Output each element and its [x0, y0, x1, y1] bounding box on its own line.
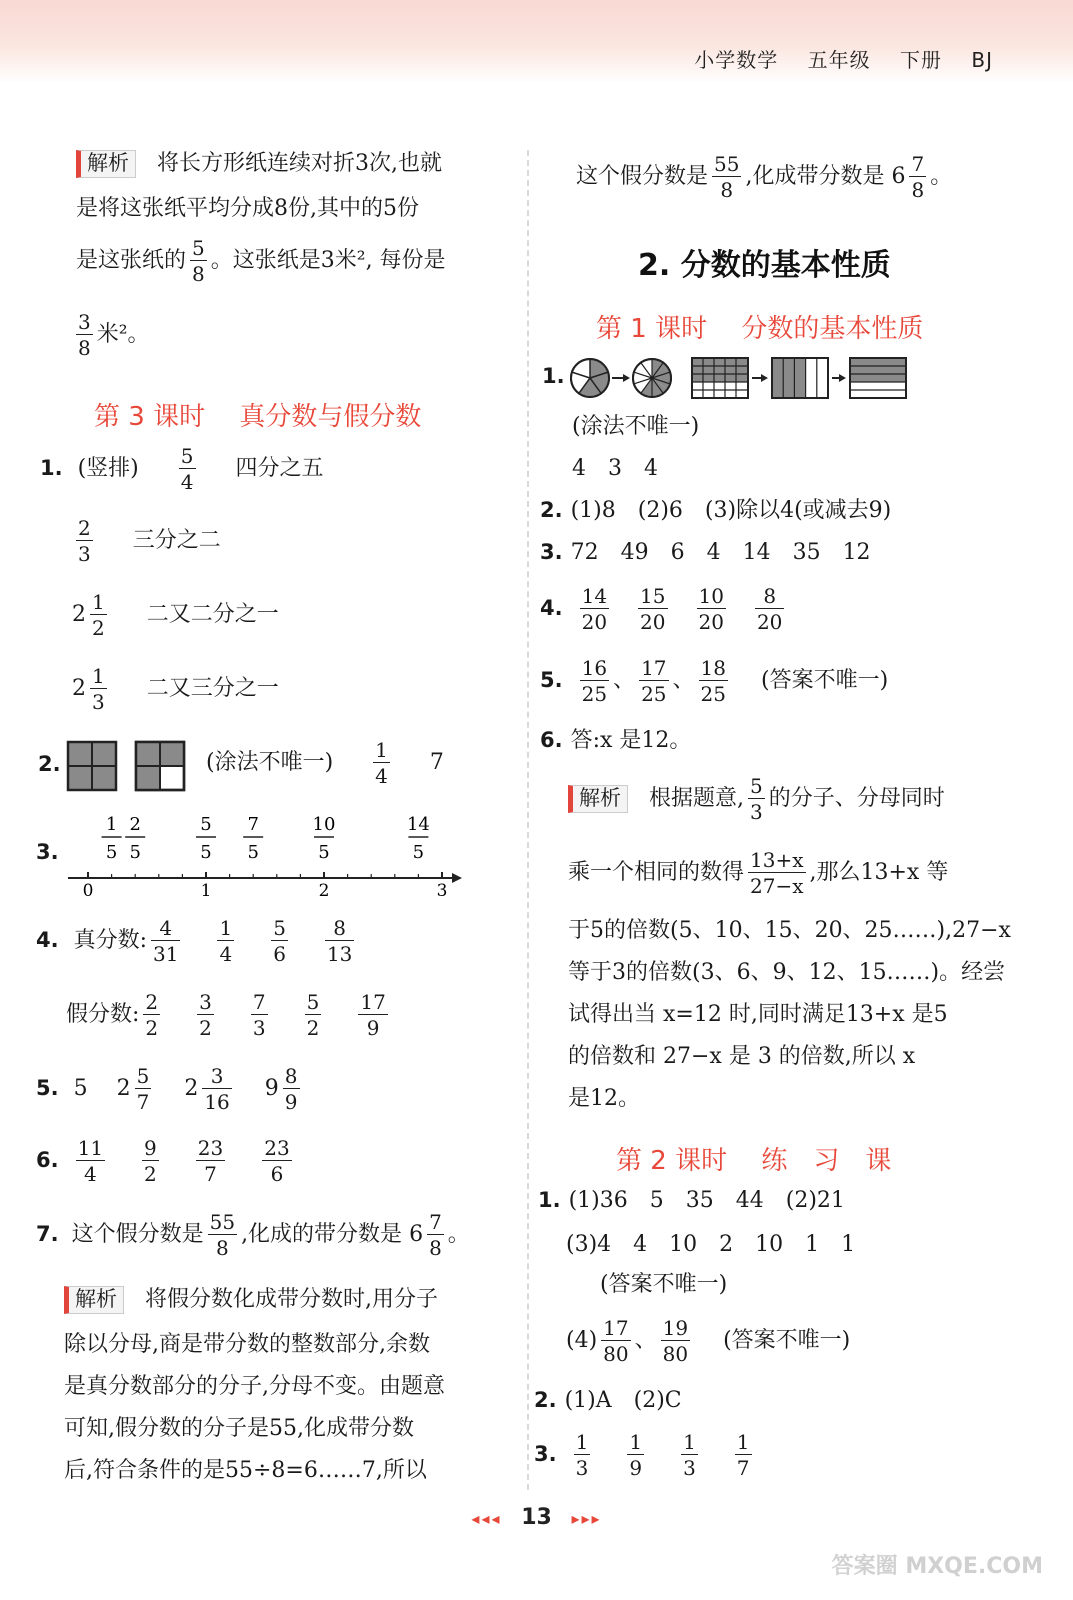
fraction: $\frac{1}{4}$	[375, 738, 388, 788]
fraction: $\frac{17}{80}$	[603, 1316, 629, 1366]
fraction: $\frac{23}{7}$	[197, 1136, 224, 1186]
lesson3-title: 第 3 课时 真分数与假分数	[94, 402, 422, 432]
fraction: $\frac{5}{8}$	[192, 236, 205, 286]
fraction: $\frac{5}{4}$	[180, 444, 194, 494]
q7: 7. 这个假分数是 $\frac{55}{8}$ ,化成的带分数是 6 $\frac{7}{8}$ 。	[36, 1210, 470, 1260]
q4-proper: 4. 真分数: $\frac{4}{31}$ $\frac{1}{4}$ $\frac{5}{6}$ $\frac{8}{13}$	[36, 916, 353, 966]
r-p1-line1: 1. (1)36 5 35 44 (2)21	[538, 1188, 845, 1213]
page-footer	[0, 1505, 1073, 1530]
r-analysis-line2: 乘一个相同的数得 $\frac{13+x}{27-x}$ ,那么13+x 等	[568, 848, 949, 898]
analysis2-line5: 后,符合条件的是55÷8=6……7,所以	[64, 1458, 427, 1483]
analysis1-line4: $\frac{3}{8}$ 米²。	[78, 310, 150, 360]
svg-text:5: 5	[247, 842, 259, 863]
fraction: $\frac{3}{2}$	[199, 990, 212, 1040]
analysis2-line4: 可知,假分数的分子是55,化成带分数	[64, 1416, 414, 1441]
svg-text:2: 2	[129, 814, 141, 835]
fraction: $\frac{3}{8}$	[78, 310, 91, 360]
svg-text:5: 5	[412, 842, 425, 863]
fraction: $\frac{1}{3}$	[575, 1430, 589, 1480]
r-q2: 2. (1)8 (2)6 (3)除以4(或减去9)	[540, 498, 892, 523]
r-analysis-line7: 是12。	[568, 1086, 640, 1111]
analysis-tag: 解析	[64, 1286, 124, 1314]
fraction: $\frac{17}{9}$	[360, 990, 386, 1040]
q1-row3: 2 $\frac{1}{2}$ 二又二分之一	[72, 590, 279, 640]
number-line-fraction	[243, 814, 263, 863]
q3-number: 3.	[36, 840, 59, 864]
q5: 5. 5 2 $\frac{5}{7}$ 2 $\frac{3}{16}$ 9 $\frac{8}{9}$	[36, 1064, 298, 1114]
fraction: $\frac{5}{7}$	[136, 1064, 150, 1114]
svg-text:14: 14	[406, 814, 430, 835]
fraction: $\frac{1}{9}$	[629, 1430, 643, 1480]
svg-text:5: 5	[318, 842, 330, 863]
number-line-tick-label: 1	[200, 881, 212, 901]
r-q5: 5. $\frac{16}{25}$ 、 $\frac{17}{25}$ 、 $\frac{18}{25}$ (答案不唯一)	[540, 656, 889, 706]
lesson1-title: 第 1 课时 分数的基本性质	[596, 314, 924, 344]
svg-text:7: 7	[247, 814, 259, 835]
r-q1-values: 4 3 4	[572, 456, 658, 481]
q4-improper: 假分数: $\frac{2}{2}$ $\frac{3}{2}$ $\frac{7}{3}$ $\frac{5}{2}$ $\frac{17}{9}$	[66, 990, 386, 1040]
r-analysis-line5: 试得出当 x=12 时,同时满足13+x 是5	[568, 1002, 948, 1027]
q2-shaded-squares	[66, 740, 190, 792]
r-p1-line3: (答案不唯一)	[600, 1272, 728, 1297]
fraction: $\frac{8}{20}$	[756, 584, 783, 634]
q2-answer: (涂法不唯一) $\frac{1}{4}$ 7	[206, 738, 444, 788]
fraction: $\frac{1}{7}$	[736, 1430, 750, 1480]
fraction: $\frac{7}{8}$	[911, 152, 925, 202]
analysis-tag: 解析	[76, 150, 136, 178]
fraction: $\frac{5}{6}$	[273, 916, 286, 966]
fraction: $\frac{2}{3}$	[78, 516, 91, 566]
header-volume: 下册	[900, 48, 943, 72]
fraction: $\frac{15}{20}$	[640, 584, 666, 634]
r-q3: 3. 72 49 6 4 14 35 12	[540, 540, 871, 565]
fraction: $\frac{11}{4}$	[77, 1136, 104, 1186]
analysis-tag: 解析	[568, 785, 628, 813]
number-line-fraction	[196, 814, 216, 863]
fraction: $\frac{14}{20}$	[581, 584, 608, 634]
svg-text:5: 5	[129, 842, 141, 863]
number-line-tick-label: 0	[82, 881, 94, 901]
r-analysis-line1: 解析 根据题意, $\frac{5}{3}$ 的分子、分母同时	[568, 776, 945, 822]
q1-row2: $\frac{2}{3}$ 三分之二	[78, 516, 221, 566]
fraction: $\frac{19}{80}$	[662, 1316, 689, 1366]
r-analysis-line4: 等于3的倍数(3、6、9、12、15……)。经尝	[568, 960, 1006, 985]
number-line-fraction	[102, 814, 122, 863]
svg-text:1: 1	[105, 814, 118, 835]
fraction: $\frac{23}{6}$	[264, 1136, 290, 1186]
fraction: $\frac{8}{13}$	[326, 916, 353, 966]
watermark-logo: 答案圈 MXQE.COM	[831, 1554, 1043, 1579]
number-line-tick-label: 2	[318, 881, 330, 901]
fraction: $\frac{1}{3}$	[92, 664, 105, 714]
r-p2: 2. (1)A (2)C	[534, 1388, 682, 1413]
fraction: $\frac{1}{3}$	[683, 1430, 696, 1480]
q1-row4: 2 $\frac{1}{3}$ 二又三分之一	[72, 664, 279, 714]
column-divider	[527, 150, 529, 1490]
fraction: $\frac{3}{16}$	[204, 1064, 230, 1114]
analysis2-line1: 解析 将假分数化成带分数时,用分子	[64, 1286, 438, 1314]
r-p1-line2: (3)4 4 10 2 10 1 1	[566, 1232, 856, 1257]
q2-number: 2.	[38, 752, 61, 776]
number-line-fraction	[125, 814, 145, 863]
fraction: $\frac{10}{20}$	[698, 584, 724, 634]
analysis1-line2: 是将这张纸平均分成8份,其中的5份	[76, 196, 419, 221]
lesson2-title: 第 2 课时 练 习 课	[616, 1146, 892, 1176]
r-q6: 6. 答:x 是12。	[540, 728, 692, 753]
svg-text:5: 5	[200, 842, 212, 863]
prev-arrows-icon: ◂◂◂	[471, 1509, 502, 1528]
fraction: $\frac{1}{4}$	[219, 916, 233, 966]
r-q1-number: 1.	[542, 364, 565, 388]
fraction: $\frac{2}{2}$	[145, 990, 159, 1040]
r-q1-diagram	[568, 352, 912, 404]
r-q4: 4. $\frac{14}{20}$ $\frac{15}{20}$ $\frac{10}{20}$ $\frac{8}{20}$	[540, 584, 783, 634]
right-continuation: 这个假分数是 $\frac{55}{8}$ ,化成带分数是 6 $\frac{7}{8}$ 。	[576, 152, 953, 202]
fraction: $\frac{17}{25}$	[641, 656, 667, 706]
svg-text:10: 10	[312, 814, 336, 835]
q3-number-line	[60, 808, 470, 904]
fraction: $\frac{7}{3}$	[252, 990, 266, 1040]
fraction: $\frac{13+x}{27-x}$	[750, 848, 804, 898]
fraction: $\frac{4}{31}$	[153, 916, 179, 966]
fraction: $\frac{16}{25}$	[581, 656, 608, 706]
fraction: $\frac{1}{2}$	[92, 590, 105, 640]
header-subject: 小学数学	[694, 48, 779, 72]
number-line-fraction	[313, 814, 336, 863]
q6: 6. $\frac{11}{4}$ $\frac{9}{2}$ $\frac{23}{7}$ $\frac{23}{6}$	[36, 1136, 290, 1186]
analysis2-line3: 是真分数部分的分子,分母不变。由题意	[64, 1374, 445, 1399]
section-title: 2. 分数的基本性质	[638, 248, 891, 283]
r-p1-line4: (4) $\frac{17}{80}$ 、 $\frac{19}{80}$ (答案不唯一)	[566, 1316, 851, 1366]
analysis1-line1: 解析 将长方形纸连续对折3次,也就	[76, 150, 442, 178]
header-edition: BJ	[971, 48, 993, 72]
header-grade: 五年级	[807, 48, 871, 72]
number-line-tick-label: 3	[436, 881, 448, 901]
fraction: $\frac{18}{25}$	[700, 656, 726, 706]
page-number: 13	[521, 1505, 552, 1530]
r-p3: 3. $\frac{1}{3}$ $\frac{1}{9}$ $\frac{1}{3}$ $\frac{1}{7}$	[534, 1430, 750, 1480]
r-q1-note: (涂法不唯一)	[572, 414, 700, 439]
fraction: $\frac{55}{8}$	[714, 152, 740, 202]
fraction: $\frac{5}{3}$	[750, 774, 763, 824]
r-analysis-line6: 的倍数和 27−x 是 3 的倍数,所以 x	[568, 1044, 916, 1069]
analysis1-line3: 是这张纸的 $\frac{5}{8}$ 。这张纸是3米², 每份是	[76, 236, 446, 286]
fraction: $\frac{55}{8}$	[209, 1210, 236, 1260]
fraction: $\frac{7}{8}$	[429, 1210, 442, 1260]
fraction: $\frac{8}{9}$	[284, 1064, 298, 1114]
svg-text:5: 5	[105, 842, 118, 863]
analysis2-line2: 除以分母,商是带分数的整数部分,余数	[64, 1332, 430, 1357]
next-arrows-icon: ▸▸▸	[571, 1509, 602, 1528]
header-info	[672, 44, 993, 73]
q1-row1: 1. (竖排) $\frac{5}{4}$ 四分之五	[40, 444, 324, 494]
fraction: $\frac{5}{2}$	[306, 990, 320, 1040]
number-line-fraction	[407, 814, 430, 863]
r-analysis-line3: 于5的倍数(5、10、15、20、25……),27−x	[568, 918, 1011, 943]
svg-text:5: 5	[200, 814, 212, 835]
fraction: $\frac{9}{2}$	[144, 1136, 157, 1186]
